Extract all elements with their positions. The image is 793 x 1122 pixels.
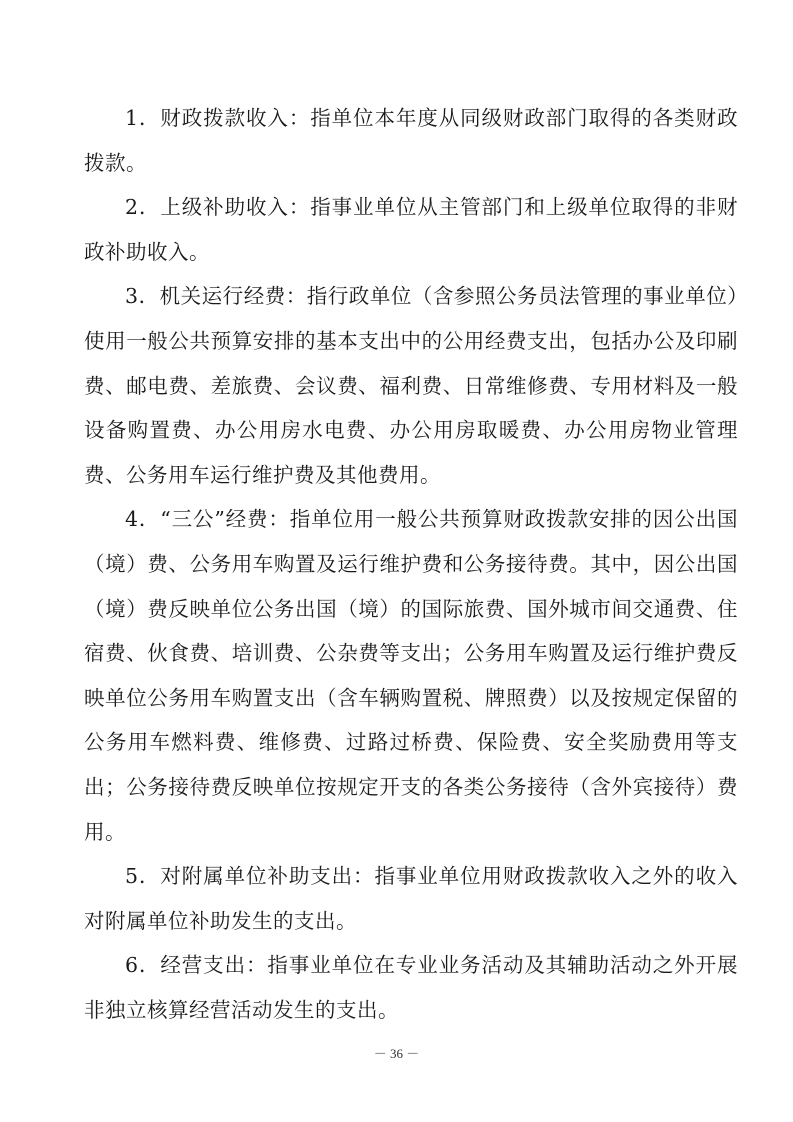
- page-number: － 36 －: [373, 1046, 420, 1061]
- paragraph-business-expenditure: 6．经营支出：指事业单位在专业业务活动及其辅助活动之外开展非独立核算经营活动发生的支出。: [84, 953, 738, 1022]
- paragraph-agency-operating-expenses: 3．机关运行经费：指行政单位（含参照公务员法管理的事业单位）使用一般公共预算安排的基本支出中的公用经费支出，包括办公及印刷费、邮电费、差旅费、会议费、福利费、日常维修费、专用材料及一般设备购置费、办公用房水电费、办公用房取暖费、办公用房物业管理费、公务用车运行维护费及其他费用。: [84, 284, 738, 487]
- document-body: [84, 96, 738, 1032]
- paragraph-subsidiary-subsidy-expenditure: 5．对附属单位补助支出：指事业单位用财政拨款收入之外的收入对附属单位补助发生的支出。: [84, 864, 738, 933]
- paragraph-three-public-expenses: 4．“三公”经费：指单位用一般公共预算财政拨款安排的因公出国（境）费、公务用车购置及运行维护费和公务接待费。其中，因公出国（境）费反映单位公务出国（境）的国际旅费、国外城市间交通费、住宿费、伙食费、培训费、公杂费等支出；公务用车购置及运行维护费反映单位公务用车购置支出（含车辆购置税、牌照费）以及按规定保留的公务用车燃料费、维修费、过路过桥费、保险费、安全奖励费用等支出；公务接待费反映单位按规定开支的各类公务接待（含外宾接待）费用。: [84, 507, 738, 844]
- paragraph-superior-subsidy-income: 2．上级补助收入：指事业单位从主管部门和上级单位取得的非财政补助收入。: [84, 195, 738, 264]
- paragraph-fiscal-appropriation-income: 1．财政拨款收入：指单位本年度从同级财政部门取得的各类财政拨款。: [84, 106, 738, 175]
